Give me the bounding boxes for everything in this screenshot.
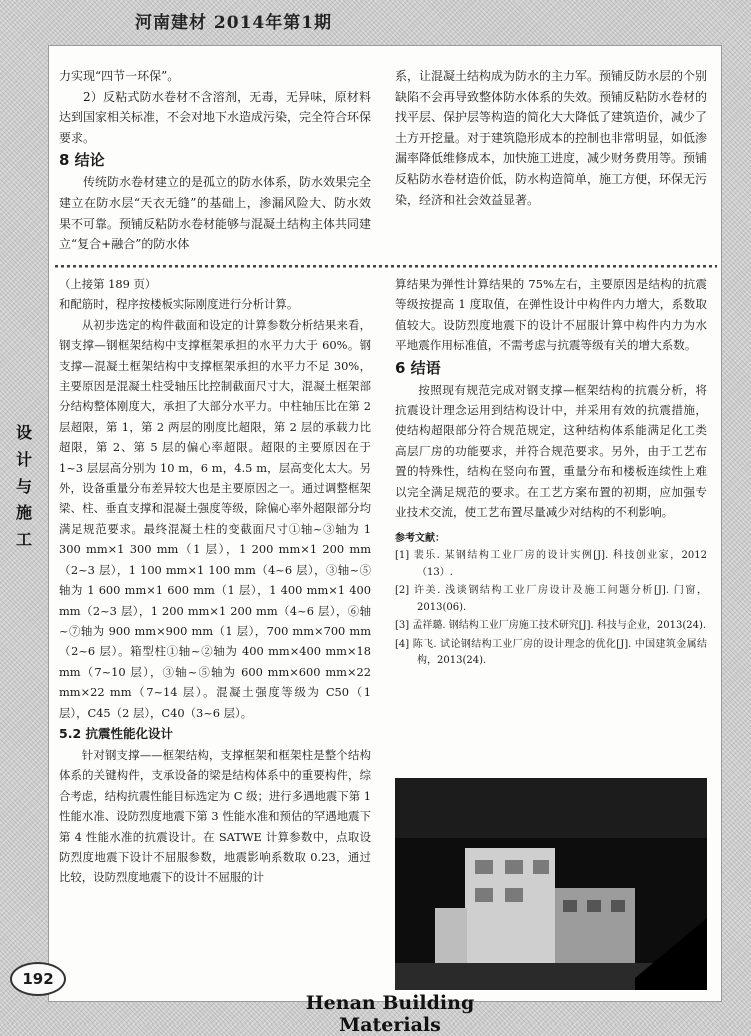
section-heading: 6 结语 — [395, 358, 441, 377]
subsection-heading: 5.2 抗震性能化设计 — [59, 725, 173, 741]
paragraph: 从初步选定的构件截面和设定的计算参数分析结果来看，钢支撑—钢框架结构中支撑框架承担的水平力大于 60%。钢支撑—混凝土框架结构中支撑框架承担的水平力不足 30%，主要原因是混凝土柱受轴压比控制截面尺寸大，混凝土框架部分结构整体刚度大，承担了大部分水平力。中柱轴压比在第 2 层超限，第 1，第 2 两层的刚度比超限，第 2 层的承载力比超限，第 2、第 5 层的偏心率超限。超限的主要原因在于 1~3 层层高分别为 10 m，6 m，4.5 m，层高变化太大。另外，设备重量分布差异较大也是主要原因之一。通过调整框架梁、柱、垂直支撑和混凝土强度等级，除偏心率外超限部分均满足规范要求。最终混凝土柱的变截面尺寸①轴~③轴为 1 300 mm×1 300 mm（1 层），1 200 mm×1 200 mm（2~3 层），1 100 mm×1 100 mm（4~6 层），③轴~⑤轴为 1 600 mm×1 600 mm（1 层），1 400 mm×1 400 mm（2~3 层），1 200 mm×1 200 mm（4~6 层），⑥轴~⑦轴为 900 mm×900 mm（1 层），700 mm×700 mm（2~6 层）。箱型柱①轴~②轴为 400 mm×400 mm×18 mm（7~10 层），③轴~⑤轴为 600 mm×600 mm×22 mm×22 mm（7~14 层）。混凝土强度等级为 C50（1 层），C45（2 层），C40（3~6 层）。 — [59, 317, 371, 720]
sidebar-char: 施 — [15, 503, 32, 523]
journal-logo-header: 河南建材 2014年第1期 — [135, 13, 333, 32]
reference-item: [1] 裴乐. 某钢结构工业厂房的设计实例[J]. 科技创业家，2012（13）. — [395, 550, 707, 578]
section-sidebar-label — [6, 420, 42, 550]
sidebar-char: 与 — [15, 476, 32, 496]
sidebar-char: 计 — [15, 449, 32, 469]
references-title: 参考文献： — [395, 533, 445, 545]
paragraph: 2）反粘式防水卷材不含溶剂，无毒，无异味，原材料达到国家相关标准，不会对地下水造成污染，完全符合环保要求。 — [59, 89, 372, 145]
section-heading: 8 结论 — [59, 151, 105, 170]
bottom-right-column — [395, 274, 707, 672]
section-divider — [55, 261, 717, 271]
continued-note: （上接第 189 页） — [59, 277, 157, 291]
paragraph: 力实现“四节一环保”。 — [59, 69, 180, 83]
building-photo — [395, 778, 707, 990]
top-right-column — [395, 66, 707, 210]
references-list — [395, 548, 707, 670]
paragraph: 按照现有规范完成对钢支撑—框架结构的抗震分析，将抗震设计理念运用到结构设计中，并采用有效的抗震措施，使结构超限部分符合规范规定，这种结构体系能满足化工类高层厂房的功能要求，并符合规范要求。另外，由于工艺布置的特殊性，结构在竖向布置，重量分布和楼板连续性上难以完全满足规范的要求。在工艺方案布置的初期，应加强专业技术交流，使工艺布置尽量减少对结构的不利影响。 — [395, 382, 707, 520]
page-content — [48, 45, 722, 1002]
paragraph: 传统防水卷材建立的是孤立的防水体系，防水效果完全建立在防水层“天衣无缝”的基础上，渗漏风险大、防水效果不可靠。预铺反粘防水卷材能够与混凝土结构主体共同建立“复合+融合”的防水体 — [59, 175, 372, 252]
sidebar-char: 设 — [15, 423, 32, 442]
bottom-left-column — [59, 274, 371, 888]
reference-item: [2] 许美. 浅谈钢结构工业厂房设计及施工问题分析[J]. 门窗，2013(06). — [395, 585, 707, 613]
page-number: 192 — [10, 962, 66, 996]
paragraph: 和配筋时，程序按楼板实际刚度进行分析计算。 — [59, 297, 299, 312]
paragraph: 算结果为弹性计算结果的 75%左右，主要原因是结构的抗震等级按提高 1 度取值，在弹性设计中构件内力增大，系数取值较大。设防烈度地震下的设计不屈服计算中构件内力为水平地震作用标准值，不需考虑与抗震等级有关的增大系数。 — [395, 277, 707, 353]
paragraph: 针对钢支撑——框架结构，支撑框架和框架柱是整个结构体系的关键构件，支承设备的梁是结构体系中的重要构件，综合考虑，结构抗震性能目标选定为 C 级；进行多遇地震下第 1 性能水准、设防烈度地震下第 3 性能水准和预估的罕遇地震下第 4 性能水准的抗震设计。在 SATWE 计算参数中，点取设防烈度地震下设计不屈服参数，地震影响系数取 0.23，通过比较，设防烈度地震下的设计不屈服的计 — [59, 747, 371, 885]
reference-item: [4] 陈飞. 试论钢结构工业厂房的设计理念的优化[J]. 中国建筑金属结构，2013(24). — [395, 638, 707, 667]
reference-item: [3] 孟祥璐. 钢结构工业厂房施工技术研究[J]. 科技与企业，2013(24). — [395, 620, 707, 632]
building-silhouette-image — [395, 778, 707, 990]
paragraph: 系，让混凝土结构成为防水的主力军。预铺反防水层的个别缺陷不会再导致整体防水体系的失效。预铺反粘防水卷材的找平层、保护层等构造的简化大大降低了建筑造价，减少了土方开挖量。对于建筑隐形成本的控制也非常明显，如低渗漏率降低维修成本，加快施工进度，减少财务费用等。预铺反粘防水卷材造价低，防水构造简单，施工方便，环保无污染，经济和社会效益显著。 — [395, 69, 708, 207]
journal-footer: Henan Building Materials — [305, 992, 475, 1036]
sidebar-char: 工 — [15, 530, 32, 549]
top-left-column — [59, 66, 371, 255]
